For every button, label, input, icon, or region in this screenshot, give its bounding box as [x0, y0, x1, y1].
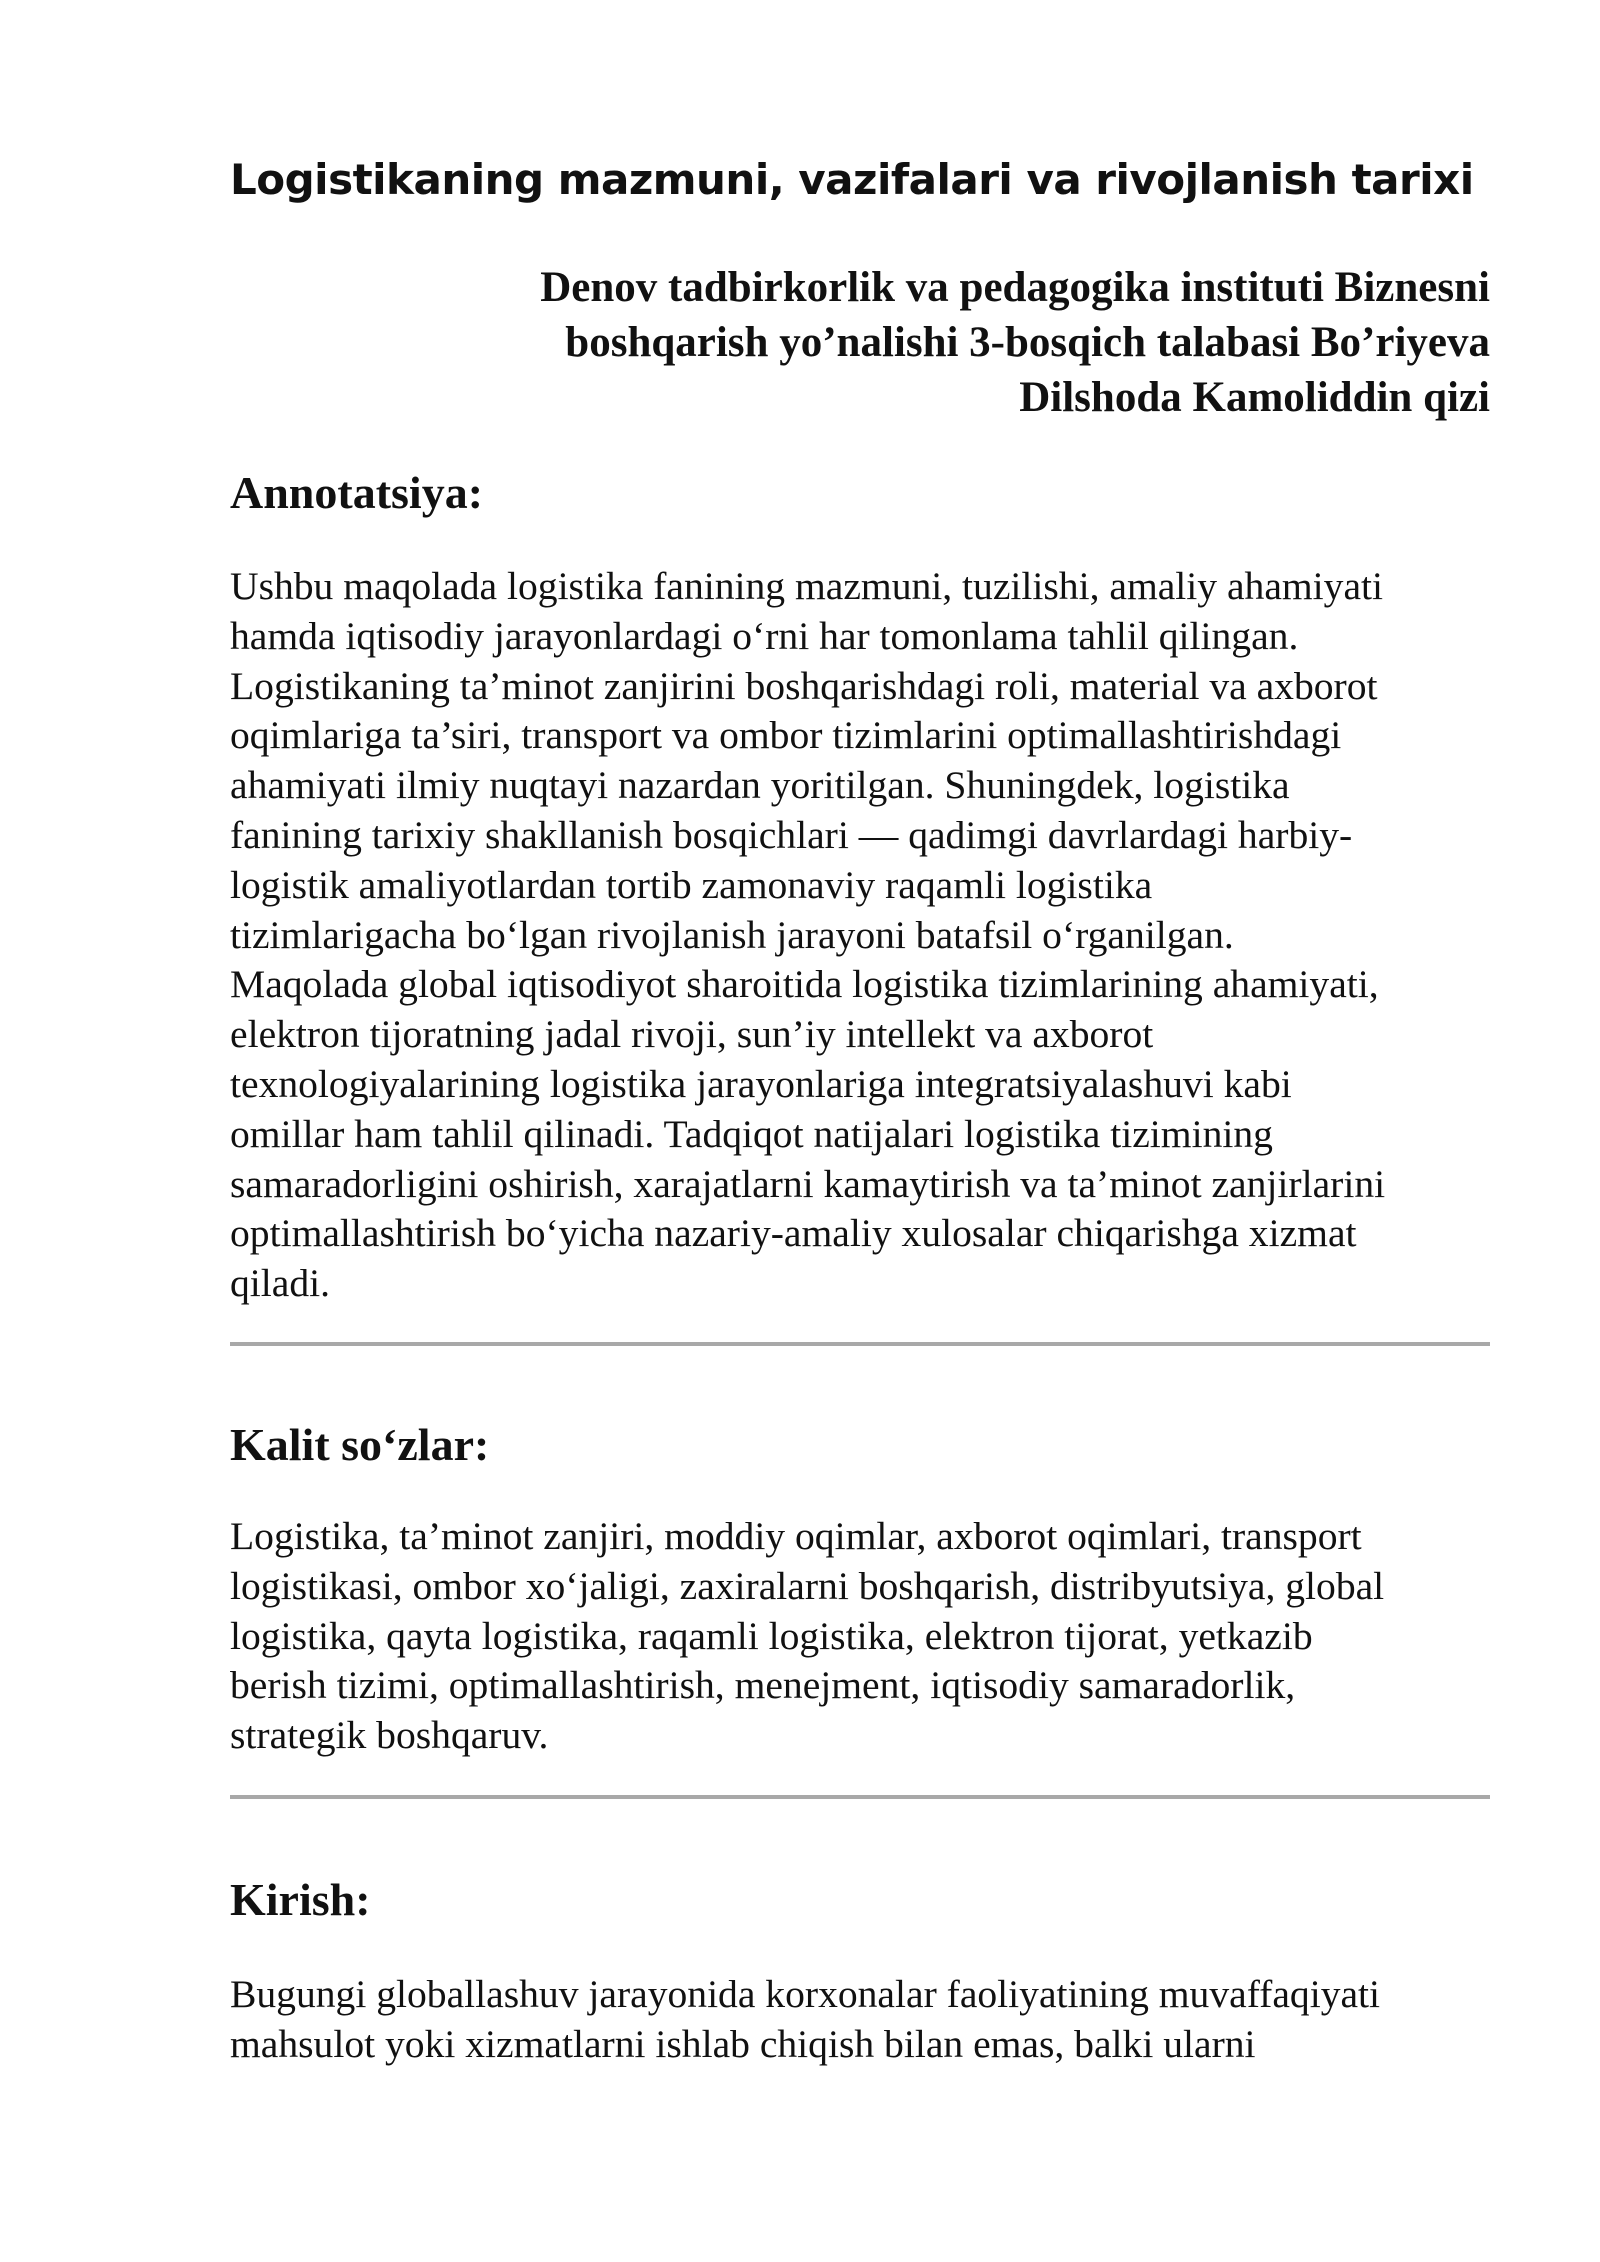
text-line: Maqolada global iqtisodiyot sharoitida logistika tizimlarining ahamiyati,	[230, 962, 1379, 1007]
keywords-heading: Kalit so‘zlar:	[230, 1419, 490, 1470]
text-line: mahsulot yoki xizmatlarni ishlab chiqish bilan emas, balki ularni	[230, 2021, 1256, 2066]
annotation-text	[230, 562, 1492, 1309]
text-line: logistikasi, ombor xo‘jaligi, zaxiralarni boshqarish, distribyutsiya, global	[230, 1563, 1385, 1608]
text-line: ahamiyati ilmiy nuqtayi nazardan yoritilgan. Shuningdek, logistika	[230, 763, 1290, 808]
text-line: fanining tarixiy shakllanish bosqichlari — qadimgi davrlardagi harbiy-	[230, 812, 1353, 857]
text-line: texnologiyalarining logistika jarayonlariga integratsiyalashuvi kabi	[230, 1061, 1292, 1106]
text-line: oqimlariga ta’siri, transport va ombor tizimlarini optimallashtirishdagi	[230, 713, 1342, 758]
text-line: Bugungi globallashuv jarayonida korxonalar faoliyatining muvaffaqiyati	[230, 1972, 1381, 2016]
text-line: logistika, qayta logistika, raqamli logistika, elektron tijorat, yetkazib	[230, 1613, 1313, 1658]
text-line: strategik boshqaruv.	[230, 1713, 549, 1758]
text-line: optimallashtirish bo‘yicha nazariy-amaliy xulosalar chiqarishga xizmat	[230, 1211, 1357, 1256]
text-line: Ushbu maqolada logistika fanining mazmuni, tuzilishi, amaliy ahamiyati	[230, 564, 1384, 608]
text-line: samaradorligini oshirish, xarajatlarni kamaytirish va ta’minot zanjirlarini	[230, 1161, 1386, 1206]
text-line: omillar ham tahlil qilinadi. Tadqiqot natijalari logistika tizimining	[230, 1111, 1273, 1156]
text-line: Logistika, ta’minot zanjiri, moddiy oqimlar, axborot oqimlari, transport	[230, 1514, 1362, 1558]
author-affiliation	[390, 260, 1490, 425]
section-divider	[230, 1795, 1490, 1799]
text-line: elektron tijoratning jadal rivoji, sun’iy intellekt va axborot	[230, 1012, 1154, 1057]
author-line: boshqarish yo’nalishi 3-bosqich talabasi Bo’riyeva	[565, 319, 1490, 366]
article-title: Logistikaning mazmuni, vazifalari va rivojlanish tarixi	[230, 155, 1474, 204]
text-line: logistik amaliyotlardan tortib zamonaviy raqamli logistika	[230, 862, 1153, 907]
section-divider	[230, 1342, 1490, 1346]
author-line: Dilshoda Kamoliddin qizi	[1019, 374, 1490, 421]
text-line: berish tizimi, optimallashtirish, menejment, iqtisodiy samaradorlik,	[230, 1663, 1296, 1708]
introduction-heading: Kirish:	[230, 1874, 371, 1925]
text-line: Logistikaning ta’minot zanjirini boshqarishdagi roli, material va axborot	[230, 663, 1378, 708]
text-line: qiladi.	[230, 1261, 331, 1306]
introduction-text	[230, 1970, 1492, 2070]
text-line: tizimlarigacha bo‘lgan rivojlanish jarayoni batafsil o‘rganilgan.	[230, 912, 1234, 957]
text-line: hamda iqtisodiy jarayonlardagi o‘rni har tomonlama tahlil qilingan.	[230, 613, 1299, 658]
keywords-text	[230, 1512, 1492, 1761]
annotation-heading: Annotatsiya:	[230, 467, 484, 518]
author-line: Denov tadbirkorlik va pedagogika instituti Biznesni	[540, 264, 1490, 311]
